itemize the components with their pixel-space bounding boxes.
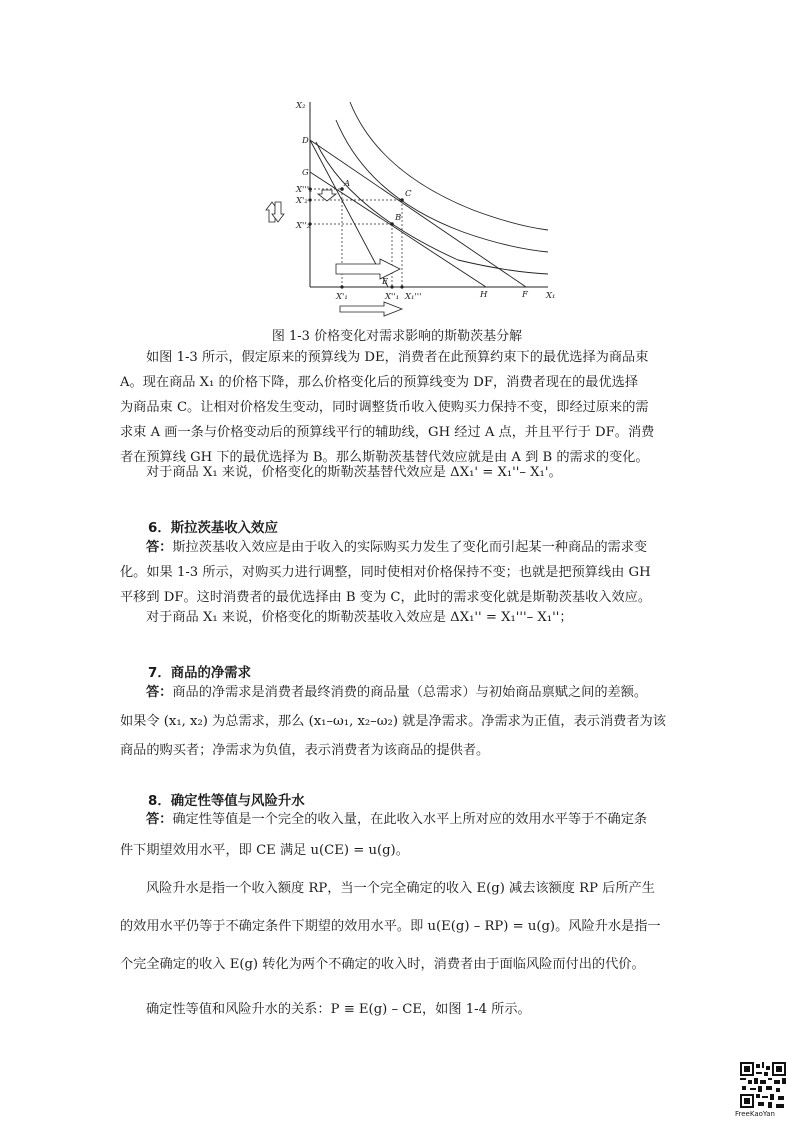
label-E: E — [382, 277, 389, 287]
paragraph-substitution-formula: 对于商品 X₁ 来说，价格变化的斯勒茨基替代效应是 ΔX₁' = X₁''– X₁'。 — [146, 465, 562, 480]
paragraph-income-formula: 对于商品 X₁ 来说，价格变化的斯勒茨基收入效应是 ΔX₁'' = X₁'''– X₁''； — [146, 610, 573, 625]
indifference-curve-low — [316, 142, 548, 274]
qr-code-icon — [740, 1062, 786, 1108]
point-B — [390, 222, 394, 226]
section-6-body: 答：斯拉茨基收入效应是由于收入的实际购买力发生了变化而引起某一种商品的需求变 化。如果 1-3 所示，对购买力进行调整，同时使相对价格保持不变；也就是把预算线由 GH 平移到 DF。这时消费者的最优选择由 B 变为 C，此时的需求变化就是斯勒茨基收入效应。 — [120, 540, 652, 605]
label-F: F — [522, 290, 528, 300]
label-C: C — [405, 189, 412, 199]
indifference-curve-high — [350, 102, 548, 230]
paragraph-relation: 确定性等值和风险升水的关系：P ≡ E(g) – CE，如图 1-4 所示。 — [146, 1002, 531, 1017]
down-arrow-icon — [318, 190, 336, 201]
label-G: G — [302, 168, 309, 178]
label-D: D — [302, 136, 309, 146]
label-x2-triple: X'''₂ — [296, 185, 313, 195]
right-arrow-icon-inner — [336, 259, 400, 279]
section-8-body: 答：确定性等值是一个完全的收入量，在此收入水平上所对应的效用水平等于不确定条 件下期望效用水平，即 CE 满足 u(CE) = u(g)。 — [120, 812, 648, 858]
label-x2-prime: X'₂ — [296, 196, 308, 206]
label-x1-prime: X'₁ — [336, 292, 348, 302]
label-B: B — [395, 213, 402, 223]
slutsky-decomposition-figure — [258, 92, 558, 317]
paragraph-risk-premium: 风险升水是指一个收入额度 RP，当一个完全确定的收入 E(g) 减去该额度 RP 后所产生 的效用水平仍等于不确定条件下期望的效用水平。即 u(E(g) – RP) = u(g)。风险升水是指一 个完全确定的收入 E(g) 转化为两个不确定的收入时，消费者由于面临风险而付出的代价。 — [120, 881, 661, 972]
label-A: A — [344, 179, 351, 189]
label-x1-double: X''₁ — [385, 292, 400, 302]
y-axis-label: X₂ — [296, 101, 306, 111]
section-title-7: 7．商品的净需求 — [148, 666, 252, 681]
section-7-body: 答：商品的净需求是消费者最终消费的商品量（总需求）与初始商品禀赋之间的差额。 如果令 (x₁, x₂) 为总需求，那么 (x₁–ω₁, x₂–ω₂) 就是净需求。净需求为正值，表示消费者为该 商品的购买者；净需求为负值，表示消费者为该商品的提供者。 — [120, 685, 666, 758]
label-x1-triple: X₁''' — [405, 292, 422, 302]
x-axis-label: X₁ — [546, 291, 556, 301]
right-arrow-icon-bottom — [340, 302, 402, 316]
point-C — [400, 198, 404, 202]
indifference-curve-mid — [336, 120, 548, 252]
paragraph-slutsky-substitution: 如图 1-3 所示，假定原来的预算线为 DE，消费者在此预算约束下的最优选择为商品束 A。现在商品 X₁ 的价格下降，那么价格变化后的预算线变为 DF，消费者现在的最优选择 为商品束 C。让相对价格发生变动，同时调整货币收入使购买力保持不变，即经过原来的需 求束 A 画一条与价格变动后的预算线平行的辅助线，GH 经过 A 点，并且平行于 DF。消费 者在预算线 GH 下的最优选择为 B。那么斯勒茨基替代效应就是由 A 到 B 的需求的变化。 — [120, 350, 655, 465]
figure-caption: 图 1-3 价格变化对需求影响的斯勒茨基分解 — [271, 329, 523, 344]
section-title-8: 8．确定性等值与风险升水 — [148, 794, 305, 809]
section-title-6: 6．斯拉茨基收入效应 — [148, 521, 278, 536]
label-x2-double: X''₂ — [296, 221, 311, 231]
watermark-text: FreeKaoYan — [735, 1110, 775, 1118]
label-H: H — [480, 290, 488, 300]
